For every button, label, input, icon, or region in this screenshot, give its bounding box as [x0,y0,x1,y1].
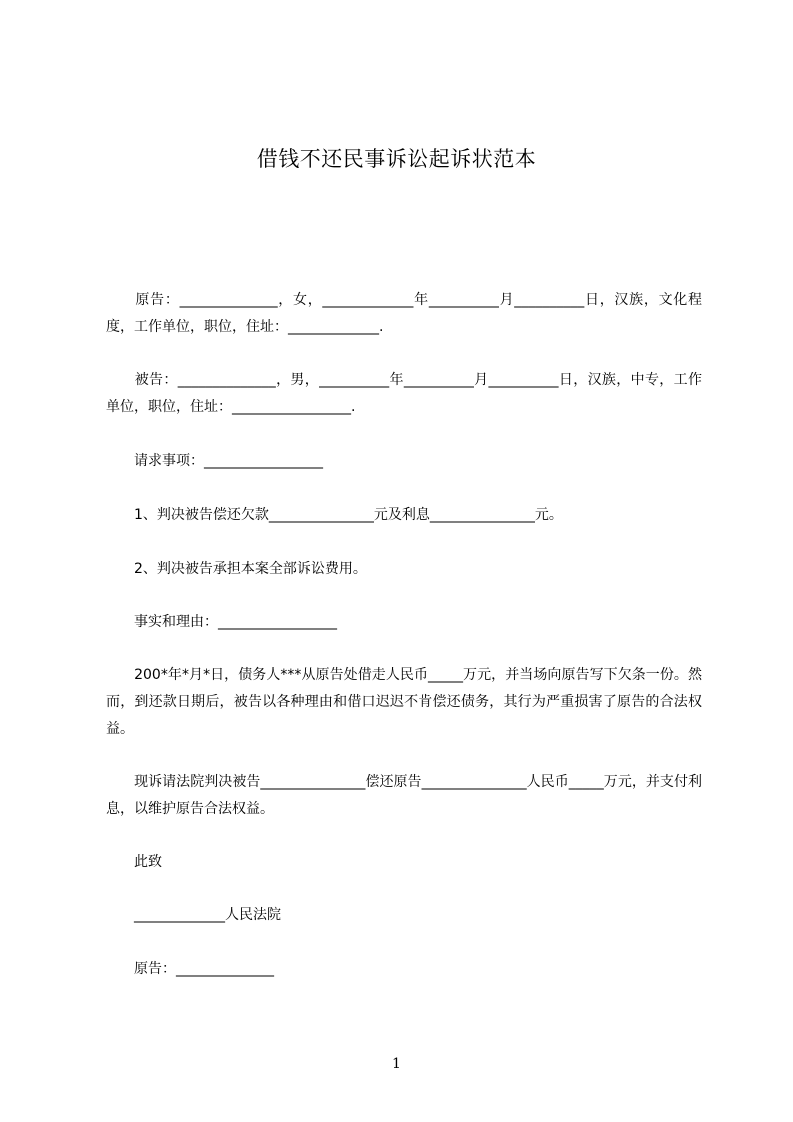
closing-salutation: 此致 [106,854,162,870]
page-number: 1 [392,1056,401,1072]
court-name-line: _____________人民法院 [106,907,281,923]
claim-item-1: 1、判决被告偿还欠款_______________元及利息_______________元。 [106,507,563,523]
plaintiff-signature-line: 原告：______________ [106,961,274,977]
defendant-info-paragraph: 被告：______________，男，__________年__________月__________日，汉族，中专，工作单位，职位，住址：_________________. [106,372,702,415]
claim-item-2: 2、判决被告承担本案全部诉讼费用。 [106,561,367,577]
facts-paragraph: 200*年*月*日，债务人***从原告处借走人民币_____万元，并当场向原告写下欠条一份。然而，到还款日期后，被告以各种理由和借口迟迟不肯偿还债务，其行为严重损害了原告的合法权益。 [106,667,702,737]
facts-heading: 事实和理由：_________________ [106,614,337,630]
document-title: 借钱不还民事诉讼起诉状范本 [256,147,537,171]
claims-heading: 请求事项：_________________ [106,453,323,469]
request-paragraph: 现诉请法院判决被告_______________偿还原告_______________人民币_____万元，并支付利息，以维护原告合法权益。 [106,774,702,817]
plaintiff-info-paragraph: 原告：______________，女，_____________年__________月__________日，汉族，文化程度，工作单位，职位，住址：_____________. [106,292,702,335]
